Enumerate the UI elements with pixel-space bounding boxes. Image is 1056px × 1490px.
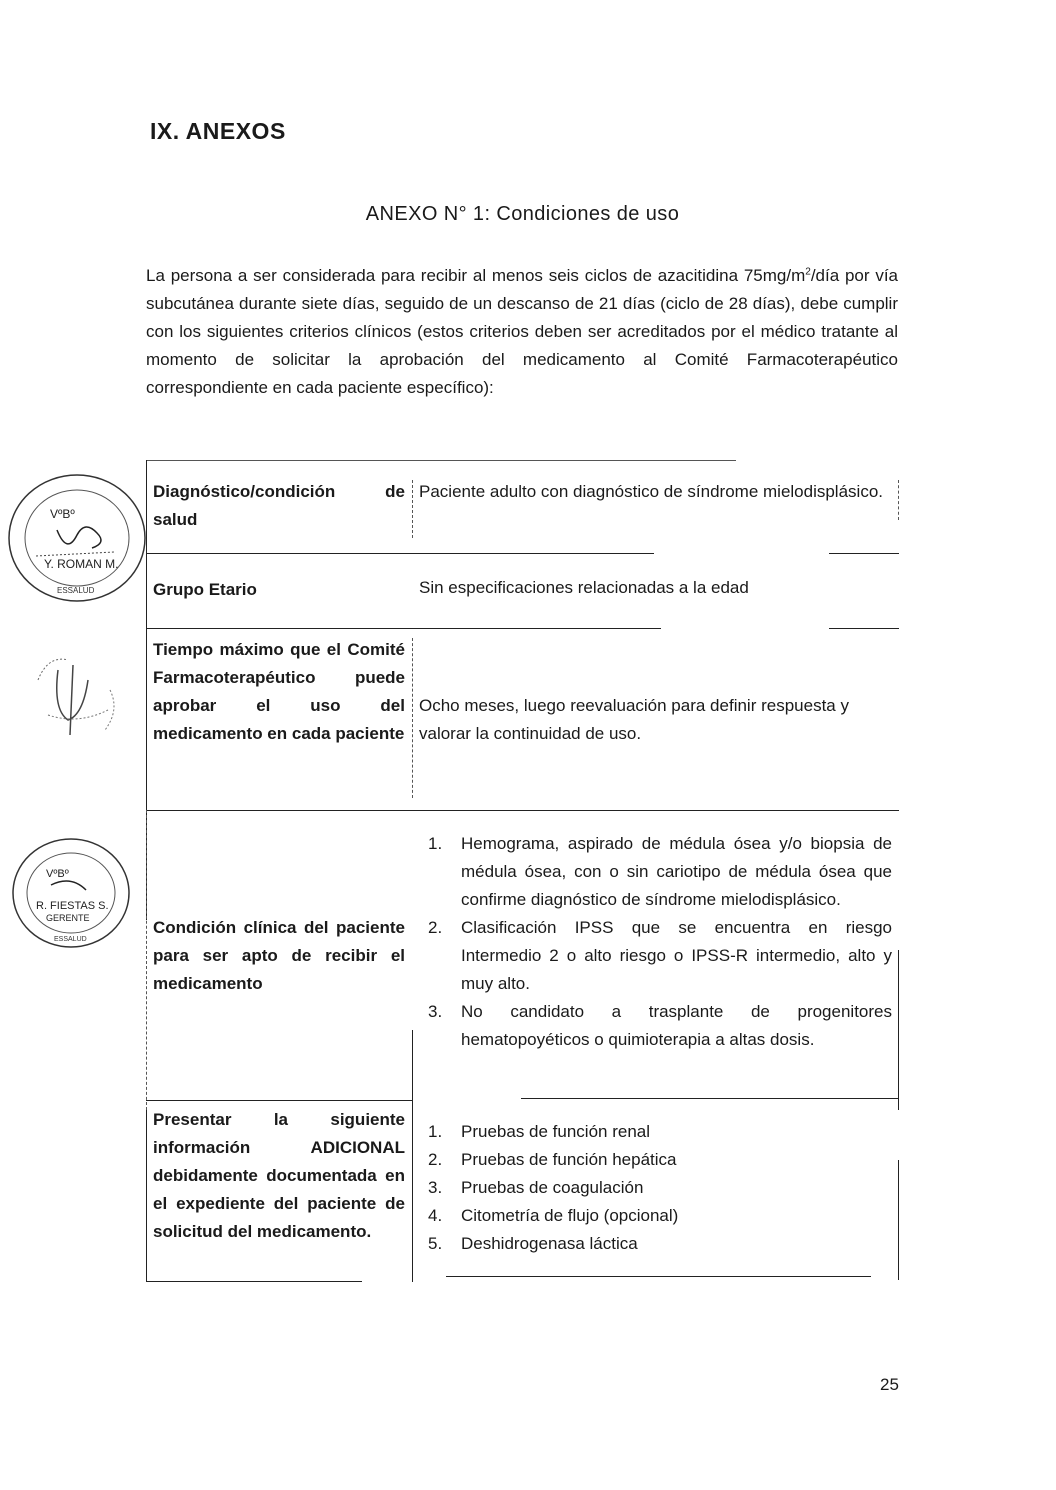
table-row bbox=[146, 574, 899, 630]
list-number: 2. bbox=[428, 918, 443, 937]
list-item bbox=[420, 830, 892, 914]
list-item bbox=[420, 1174, 892, 1202]
table-row bbox=[146, 1106, 899, 1276]
list-number: 5. bbox=[428, 1234, 443, 1253]
list-number: 3. bbox=[428, 1002, 443, 1021]
svg-text:ESSALUD: ESSALUD bbox=[57, 586, 95, 595]
list-number: 2. bbox=[428, 1150, 443, 1169]
list-text: Hemograma, aspirado de médula ósea y/o biopsia de médula ósea, con o sin cariotipo de médula ósea que confirme diagnóstico de síndrome mielodisplásico. bbox=[461, 834, 892, 909]
row-value: Sin especificaciones relacionadas a la edad bbox=[419, 578, 749, 597]
list-text: Pruebas de coagulación bbox=[461, 1178, 644, 1197]
svg-text:VºBº: VºBº bbox=[46, 868, 69, 880]
row-label: Diagnóstico/condición de salud bbox=[153, 482, 405, 529]
row-value: Paciente adulto con diagnóstico de síndrome mielodisplásico. bbox=[419, 482, 883, 501]
list-number: 4. bbox=[428, 1206, 443, 1225]
intro-superscript: 2 bbox=[805, 266, 811, 278]
svg-text:R. FIESTAS S.: R. FIESTAS S. bbox=[36, 900, 109, 912]
signature-mark bbox=[18, 640, 128, 750]
svg-text:GERENTE: GERENTE bbox=[46, 913, 90, 923]
vobo-stamp-roman bbox=[2, 468, 152, 608]
list-text: No candidato a trasplante de progenitores hematopoyéticos o quimioterapia a altas dosis. bbox=[461, 1002, 892, 1049]
list-text: Deshidrogenasa láctica bbox=[461, 1234, 638, 1253]
list-item bbox=[420, 998, 892, 1054]
table-row bbox=[146, 636, 899, 806]
row-label: Grupo Etario bbox=[153, 580, 257, 599]
list-text: Citometría de flujo (opcional) bbox=[461, 1206, 679, 1225]
list-item bbox=[420, 1146, 892, 1174]
svg-text:VºBº: VºBº bbox=[50, 507, 75, 521]
section-title: IX. ANEXOS bbox=[150, 118, 286, 144]
additional-info-list bbox=[420, 1118, 892, 1258]
list-item bbox=[420, 1202, 892, 1230]
list-text: Clasificación IPSS que se encuentra en riesgo Intermedio 2 o alto riesgo o IPSS-R intermedio, alto y muy alto. bbox=[461, 918, 892, 993]
svg-text:ESSALUD: ESSALUD bbox=[54, 936, 87, 943]
list-number: 1. bbox=[428, 1122, 443, 1141]
list-item bbox=[420, 1230, 892, 1258]
row-label: Presentar la siguiente información ADICIONAL debidamente documentada en el expediente del paciente de solicitud del medicamento. bbox=[153, 1110, 405, 1241]
list-number: 3. bbox=[428, 1178, 443, 1197]
page-number: 25 bbox=[880, 1375, 899, 1394]
list-number: 1. bbox=[428, 834, 443, 853]
table-row bbox=[146, 830, 899, 1100]
list-text: Pruebas de función hepática bbox=[461, 1150, 677, 1169]
list-text: Pruebas de función renal bbox=[461, 1122, 651, 1141]
row-value: Ocho meses, luego reevaluación para definir respuesta y valorar la continuidad de uso. bbox=[419, 696, 849, 743]
intro-part2: /día por vía subcutánea durante siete días, seguido de un descanso de 21 días (ciclo de 28 días), debe cumplir con los siguientes criterios clínicos (estos criterios deben ser acreditados por el médico tratante al momento de solicitar la aprobación del medicamento al Comité Farmacoterapéutico correspondiente en cada paciente específico): bbox=[146, 266, 898, 397]
list-item bbox=[420, 1118, 892, 1146]
row-label: Tiempo máximo que el Comité Farmacoterapéutico puede aprobar el uso del medicamento en cada paciente bbox=[153, 640, 405, 743]
svg-text:Y. ROMAN M.: Y. ROMAN M. bbox=[44, 557, 119, 571]
annex-title: ANEXO N° 1: Condiciones de uso bbox=[365, 203, 680, 225]
criteria-list bbox=[420, 830, 892, 1054]
table-row bbox=[146, 478, 899, 556]
list-item bbox=[420, 914, 892, 998]
intro-part1: La persona a ser considerada para recibir al menos seis ciclos de azacitidina 75mg/m bbox=[146, 266, 806, 285]
intro-paragraph bbox=[146, 262, 898, 402]
vobo-stamp-fiestas bbox=[6, 833, 136, 953]
row-label: Condición clínica del paciente para ser apto de recibir el medicamento bbox=[153, 918, 405, 993]
